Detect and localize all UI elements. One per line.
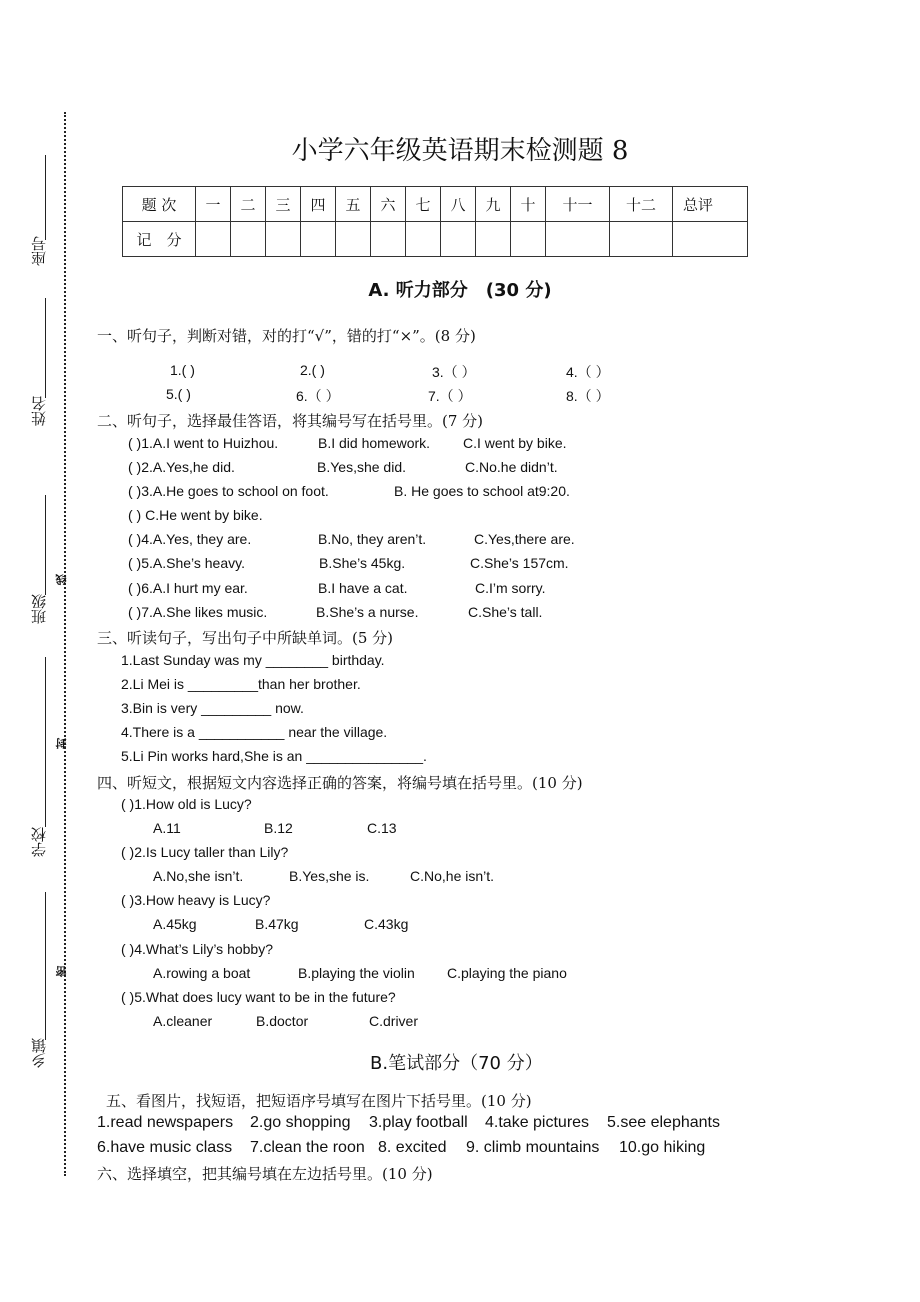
score-input-cell[interactable] (511, 222, 546, 257)
q5-phrase-2: 2.go shopping (250, 1114, 351, 1131)
q2-5-b: B.She’s 45kg. (319, 555, 406, 571)
q2-5-a: ( )5.A.She’s heavy. (128, 555, 245, 571)
score-cell-10: 十 (511, 187, 546, 222)
q2-4-c: C.Yes,there are. (474, 531, 575, 547)
q4-3-question: ( )3.How heavy is Lucy? (121, 892, 271, 908)
seat-label: 座号 (30, 236, 48, 266)
score-cell-6: 六 (371, 187, 406, 222)
q4-2-b: B.Yes,she is. (289, 868, 370, 884)
score-cell-2: 二 (231, 187, 266, 222)
class-label: 班级 (30, 594, 48, 624)
q1-heading: 一、听句子，判断对错，对的打“√”，错的打“×”。(8 分) (97, 327, 476, 345)
q4-1-a: A.11 (153, 820, 181, 836)
seat-underline (45, 155, 46, 240)
q4-2-a: A.No,she isn’t. (153, 868, 244, 884)
q1-item-1: 1.( ) (170, 362, 195, 378)
score-input-cell[interactable] (266, 222, 301, 257)
score-cell-11: 十一 (546, 187, 610, 222)
q2-heading: 二、听句子，选择最佳答语，将其编号写在括号里。(7 分) (97, 412, 484, 430)
q1-item-5: 5.( ) (166, 386, 191, 402)
score-input-cell[interactable] (476, 222, 511, 257)
q4-1-c: C.13 (367, 820, 397, 836)
score-input-cell[interactable] (610, 222, 673, 257)
q4-1-b: B.12 (264, 820, 293, 836)
q1-item-7: 7.（ ） (428, 388, 472, 404)
q4-5-a: A.cleaner (153, 1013, 213, 1029)
q5-phrase-10: 10.go hiking (619, 1139, 706, 1156)
q6-heading: 六、选择填空，把其编号填在左边括号里。(10 分) (97, 1165, 433, 1183)
q2-5-c: C.She’s 157cm. (470, 555, 569, 571)
class-underline (45, 495, 46, 595)
q2-3-c: ( ) C.He went by bike. (128, 507, 263, 523)
score-cell-3: 三 (266, 187, 301, 222)
q1-item-2: 2.( ) (300, 362, 325, 378)
q4-3-a: A.45kg (153, 916, 197, 932)
q3-item-3: 3.Bin is very _________ now. (121, 700, 304, 716)
q2-7-c: C.She’s tall. (468, 604, 543, 620)
q2-1-b: B.I did homework. (318, 435, 431, 451)
score-input-cell[interactable] (301, 222, 336, 257)
q5-phrase-5: 5.see elephants (607, 1114, 720, 1131)
q4-5-b: B.doctor (256, 1013, 309, 1029)
q4-4-b: B.playing the violin (298, 965, 415, 981)
q2-3-b: B. He goes to school at9:20. (394, 483, 570, 499)
q2-7-a: ( )7.A.She likes music. (128, 604, 268, 620)
score-table-header-row (123, 187, 748, 222)
section-a-heading: A. 听力部分 (30 分) (368, 280, 552, 301)
score-input-cell[interactable] (406, 222, 441, 257)
q1-item-3: 3.（ ） (432, 364, 476, 380)
q4-5-c: C.driver (369, 1013, 419, 1029)
school-underline (45, 657, 46, 827)
score-table (122, 186, 748, 257)
town-underline (45, 892, 46, 1040)
score-cell-1: 一 (196, 187, 231, 222)
q2-3-a: ( )3.A.He goes to school on foot. (128, 483, 329, 499)
score-input-cell[interactable] (441, 222, 476, 257)
q3-item-2: 2.Li Mei is _________than her brother. (121, 676, 361, 692)
q5-phrase-8: 8. excited (378, 1139, 447, 1156)
q3-item-4: 4.There is a ___________ near the village. (121, 724, 388, 740)
seal-dense-char: 密 (55, 966, 68, 977)
q4-heading: 四、听短文，根据短文内容选择正确的答案，将编号填在括号里。(10 分) (97, 774, 583, 792)
name-label: 姓名 (30, 396, 48, 426)
score-input-cell[interactable] (336, 222, 371, 257)
q3-item-5: 5.Li Pin works hard,She is an _______________. (121, 748, 427, 764)
section-b-heading: B.笔试部分（70 分） (370, 1053, 543, 1074)
q1-item-8: 8.（ ） (566, 388, 610, 404)
score-cell-8: 八 (441, 187, 476, 222)
page-title: 小学六年级英语期末检测题 8 (291, 136, 629, 166)
q4-4-a: A.rowing a boat (153, 965, 251, 981)
score-cell-5: 五 (336, 187, 371, 222)
q2-2-a: ( )2.A.Yes,he did. (128, 459, 235, 475)
score-row-label: 记 分 (123, 222, 196, 257)
score-input-cell[interactable] (371, 222, 406, 257)
q5-heading: 五、看图片，找短语，把短语序号填写在图片下括号里。(10 分) (106, 1092, 532, 1110)
q2-7-b: B.She’s a nurse. (316, 604, 419, 620)
q3-heading: 三、听读句子，写出句子中所缺单词。(5 分) (97, 629, 394, 647)
score-input-cell[interactable] (231, 222, 266, 257)
q4-4-question: ( )4.What’s Lily’s hobby? (121, 941, 273, 957)
q4-2-c: C.No,he isn’t. (410, 868, 495, 884)
score-table-score-row (123, 222, 748, 257)
q5-phrase-4: 4.take pictures (485, 1114, 590, 1131)
q2-4-b: B.No, they aren’t. (318, 531, 427, 547)
school-label: 学校 (30, 827, 48, 857)
q4-5-question: ( )5.What does lucy want to be in the future? (121, 989, 396, 1005)
q5-phrase-3: 3.play football (369, 1114, 468, 1131)
q2-4-a: ( )4.A.Yes, they are. (128, 531, 252, 547)
q5-phrase-7: 7.clean the roon (250, 1139, 365, 1156)
q1-item-6: 6.（ ） (296, 388, 340, 404)
score-cell-4: 四 (301, 187, 336, 222)
q1-item-4: 4.（ ） (566, 364, 610, 380)
q2-6-b: B.I have a cat. (318, 580, 408, 596)
q4-3-c: C.43kg (364, 916, 409, 932)
name-underline (45, 298, 46, 398)
score-cell-label: 题 次 (123, 187, 196, 222)
score-input-cell[interactable] (196, 222, 231, 257)
q4-3-b: B.47kg (255, 916, 299, 932)
q2-6-a: ( )6.A.I hurt my ear. (128, 580, 248, 596)
binding-dotted-line (64, 112, 66, 1176)
q4-1-question: ( )1.How old is Lucy? (121, 796, 252, 812)
q3-item-1: 1.Last Sunday was my ________ birthday. (121, 652, 385, 668)
q4-4-c: C.playing the piano (447, 965, 567, 981)
score-cell-total: 总评 (673, 187, 748, 222)
q2-1-a: ( )1.A.I went to Huizhou. (128, 435, 279, 451)
q5-phrase-1: 1.read newspapers (97, 1114, 234, 1131)
score-input-cell[interactable] (673, 222, 748, 257)
q2-6-c: C.I’m sorry. (475, 580, 546, 596)
score-cell-9: 九 (476, 187, 511, 222)
score-input-cell[interactable] (546, 222, 610, 257)
seal-line-char: 线 (55, 574, 68, 585)
q4-2-question: ( )2.Is Lucy taller than Lily? (121, 844, 289, 860)
q2-2-c: C.No.he didn’t. (465, 459, 558, 475)
town-label: 乡镇 (30, 1038, 48, 1068)
q5-phrase-6: 6.have music class (97, 1139, 233, 1156)
q5-phrase-9: 9. climb mountains (466, 1139, 600, 1156)
score-cell-7: 七 (406, 187, 441, 222)
score-cell-12: 十二 (610, 187, 673, 222)
q2-2-b: B.Yes,she did. (317, 459, 406, 475)
seal-seal-char: 封 (55, 738, 68, 749)
q2-1-c: C.I went by bike. (463, 435, 567, 451)
